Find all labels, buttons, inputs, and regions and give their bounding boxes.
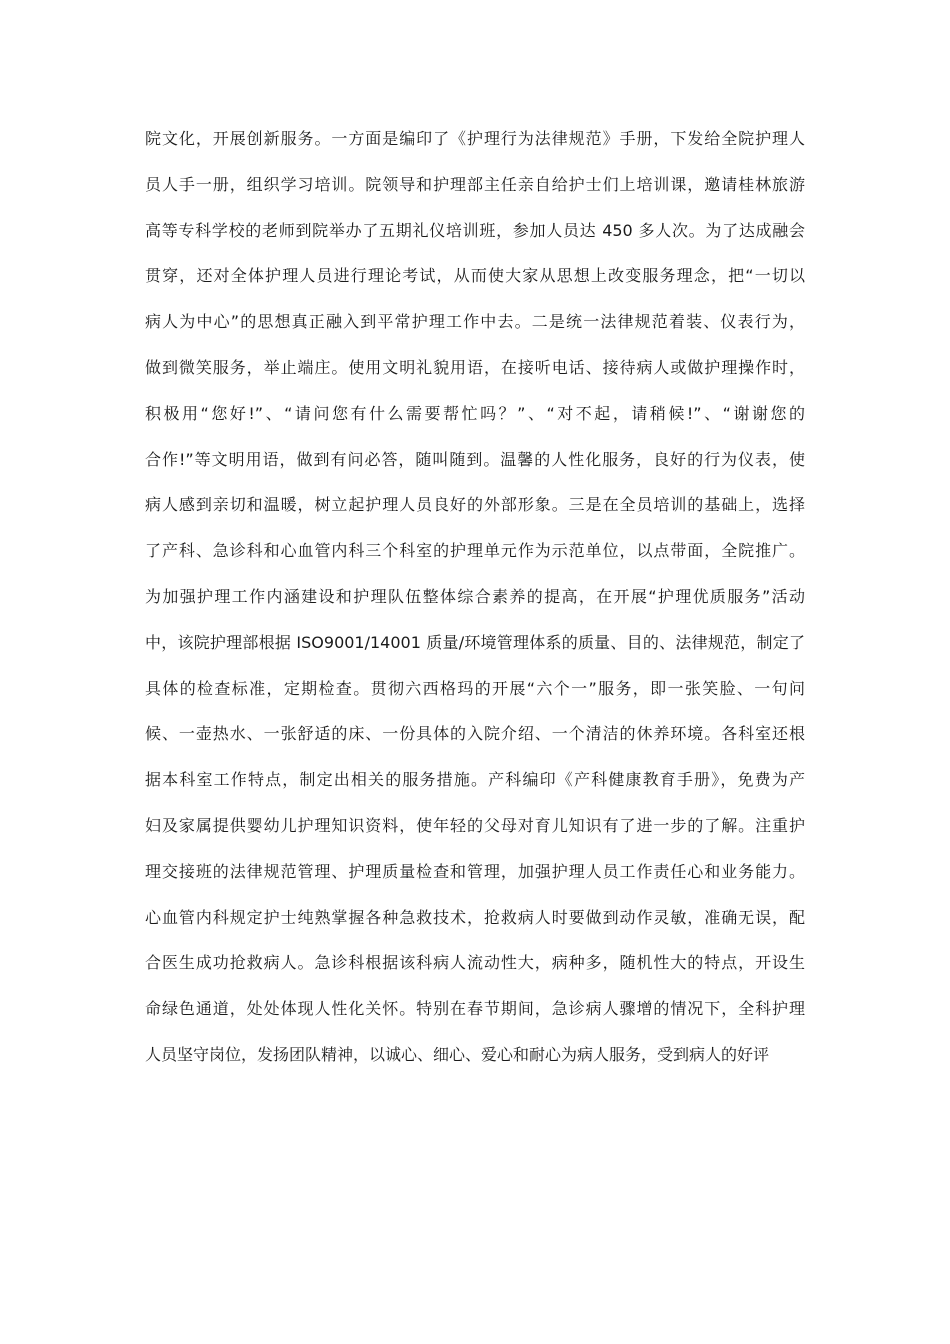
text-line-21: 人员坚守岗位，发扬团队精神，以诚心、细心、爱心和耐心为病人服务，受到病人的好评 <box>145 1044 770 1064</box>
text-line-2: 员人手一册，组织学习培训。院领导和护理部主任亲自给护士们上培训课，邀请桂林旅游 <box>145 174 805 194</box>
text-line-11: 为加强护理工作内涵建设和护理队伍整体综合素养的提高，在开展“护理优质服务”活动 <box>145 586 805 606</box>
text-line-18: 心血管内科规定护士纯熟掌握各种急救技术，抢救病人时要做到动作灵敏，准确无误，配 <box>145 907 805 927</box>
text-line-8: 合作!”等文明用语，做到有问必答，随叫随到。温馨的人性化服务，良好的行为仪表，使 <box>145 449 805 469</box>
text-line-16: 妇及家属提供婴幼儿护理知识资料，使年轻的父母对育儿知识有了进一步的了解。注重护 <box>145 815 805 835</box>
text-line-19: 合医生成功抢救病人。急诊科根据该科病人流动性大，病种多，随机性大的特点，开设生 <box>145 953 805 973</box>
body-text <box>145 116 805 1078</box>
text-line-4: 贯穿，还对全体护理人员进行理论考试，从而使大家从思想上改变服务理念，把“一切以 <box>145 266 805 286</box>
text-line-7: 积极用“您好!”、“请问您有什么需要帮忙吗？”、“对不起，请稍候!”、“谢谢您的 <box>145 403 805 423</box>
text-line-15: 据本科室工作特点，制定出相关的服务措施。产科编印《产科健康教育手册》，免费为产 <box>145 770 805 790</box>
text-line-3: 高等专科学校的老师到院举办了五期礼仪培训班，参加人员达 450 多人次。为了达成融会 <box>145 220 805 240</box>
text-line-12: 中，该院护理部根据 ISO9001/14001 质量/环境管理体系的质量、目的、法律规范，制定了 <box>145 632 805 652</box>
text-line-14: 候、一壶热水、一张舒适的床、一份具体的入院介绍、一个清洁的休养环境。各科室还根 <box>145 724 805 744</box>
text-line-6: 做到微笑服务，举止端庄。使用文明礼貌用语，在接听电话、接待病人或做护理操作时， <box>145 357 805 377</box>
text-line-5: 病人为中心”的思想真正融入到平常护理工作中去。二是统一法律规范着装、仪表行为， <box>145 312 805 332</box>
text-line-9: 病人感到亲切和温暖，树立起护理人员良好的外部形象。三是在全员培训的基础上，选择 <box>145 495 805 515</box>
text-line-10: 了产科、急诊科和心血管内科三个科室的护理单元作为示范单位，以点带面，全院推广。 <box>145 541 805 561</box>
text-line-20: 命绿色通道，处处体现人性化关怀。特别在春节期间，急诊病人骤增的情况下，全科护理 <box>145 999 805 1019</box>
text-line-17: 理交接班的法律规范管理、护理质量检查和管理，加强护理人员工作责任心和业务能力。 <box>145 861 805 881</box>
text-line-13: 具体的检查标准，定期检查。贯彻六西格玛的开展“六个一”服务，即一张笑脸、一句问 <box>145 678 805 698</box>
text-line-1: 院文化，开展创新服务。一方面是编印了《护理行为法律规范》手册，下发给全院护理人 <box>145 129 805 148</box>
